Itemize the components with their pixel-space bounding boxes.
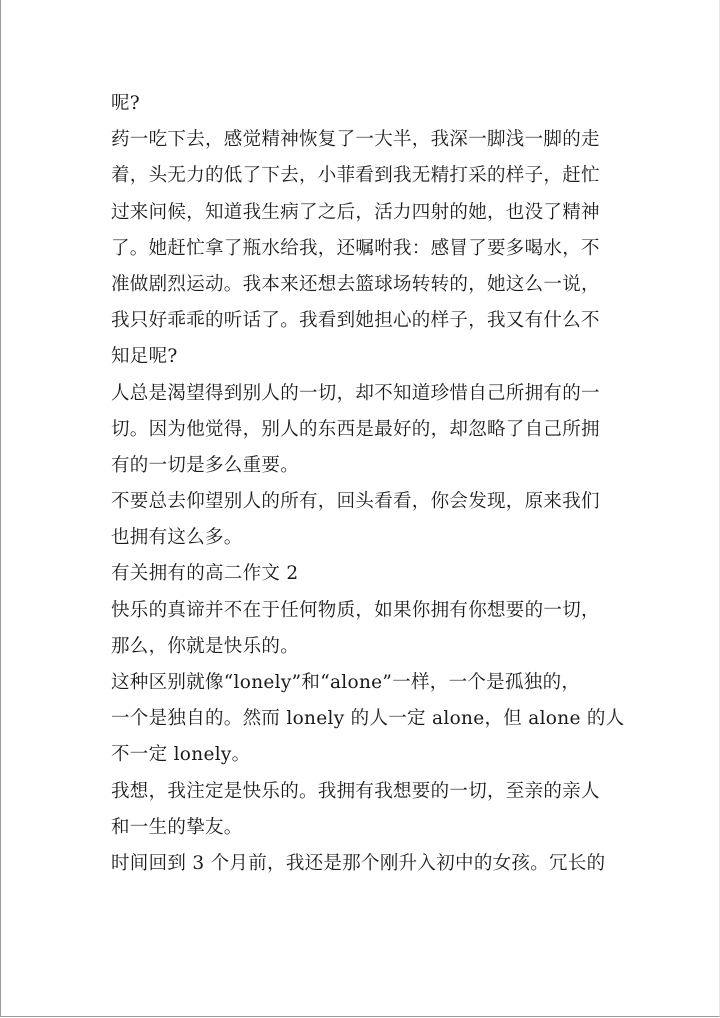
text-line-6: 准做剧烈运动。我本来还想去篮球场转转的，她这么一说， xyxy=(111,273,600,295)
text-line-15: 快乐的真谛并不在于任何物质，如果你拥有你想要的一切， xyxy=(111,599,600,621)
text-line-11: 有的一切是多么重要。 xyxy=(111,454,300,476)
text-line-20: 我想，我注定是快乐的。我拥有我想要的一切，至亲的亲人 xyxy=(111,780,600,802)
text-line-22: 时间回到 3 个月前，我还是那个刚升入初中的女孩。冗长的 xyxy=(111,852,606,874)
text-line-16: 那么，你就是快乐的。 xyxy=(111,635,300,657)
document-body xyxy=(111,86,625,882)
text-line-5: 了。她赶忙拿了瓶水给我，还嘱咐我：感冒了要多喝水，不 xyxy=(111,237,600,259)
text-line-18: 一个是独自的。然而 lonely 的人一定 alone，但 alone 的人 xyxy=(111,708,625,730)
text-line-10: 切。因为他觉得，别人的东西是最好的，却忽略了自己所拥 xyxy=(111,418,600,440)
text-line-4: 过来问候，知道我生病了之后，活力四射的她，也没了精神 xyxy=(111,201,600,223)
section-heading: 有关拥有的高二作文 2 xyxy=(111,563,299,585)
text-line-19: 不一定 lonely。 xyxy=(111,744,251,766)
text-line-1: 呢? xyxy=(111,93,141,114)
text-line-17: 这种区别就像“lonely”和“alone”一样，一个是孤独的， xyxy=(111,672,581,693)
text-line-3: 着，头无力的低了下去，小菲看到我无精打采的样子，赶忙 xyxy=(111,165,600,187)
text-line-8: 知足呢? xyxy=(111,346,178,368)
text-line-13: 也拥有这么多。 xyxy=(111,527,243,549)
text-line-2: 药一吃下去，感觉精神恢复了一大半，我深一脚浅一脚的走 xyxy=(111,129,600,151)
text-line-9: 人总是渴望得到别人的一切，却不知道珍惜自己所拥有的一 xyxy=(111,382,600,404)
text-line-12: 不要总去仰望别人的所有，回头看看，你会发现，原来我们 xyxy=(111,491,600,513)
text-line-21: 和一生的挚友。 xyxy=(111,816,243,838)
text-line-7: 我只好乖乖的听话了。我看到她担心的样子，我又有什么不 xyxy=(111,310,600,332)
